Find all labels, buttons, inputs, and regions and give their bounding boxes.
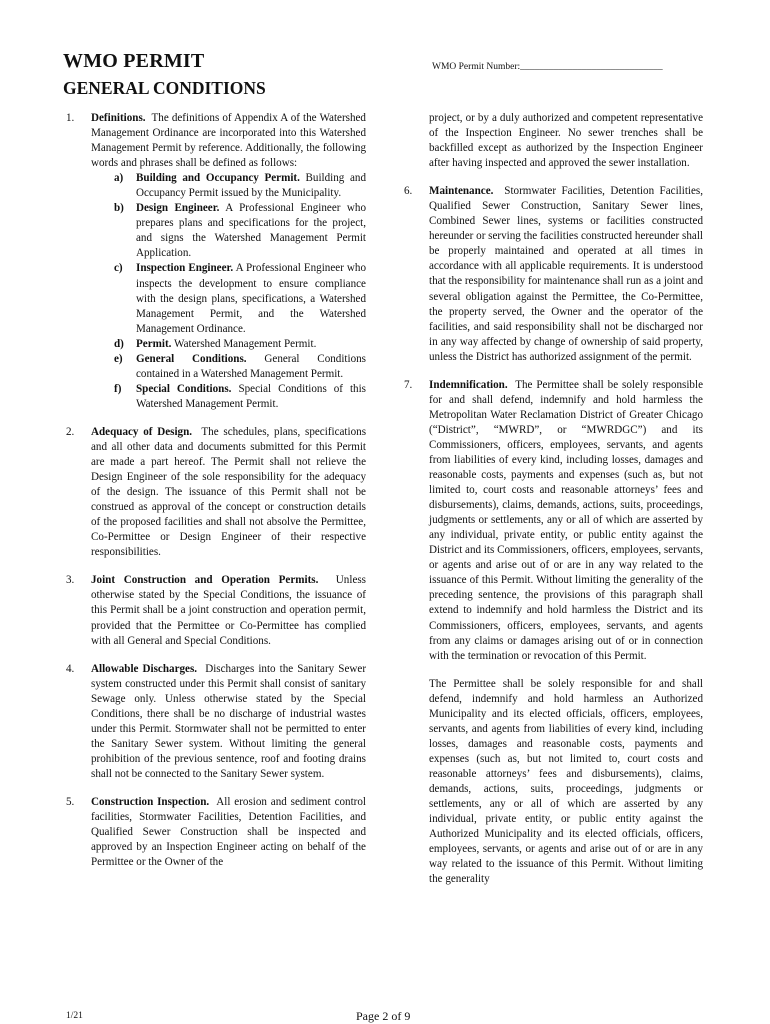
section-construction-inspection: [66, 795, 366, 870]
section-body: The Permittee shall be solely responsible for and shall defend, indemnify and hold harmless the Metropolitan Water Reclamation District of Greater Chicago (“District”, “MWRD”, or “MWRDGC”) and its Commissioners, officers, employees, servants, and agents from liabilities of every kind, including losses, damages and reasonable costs, payments and expenses (such as, but not limited to, court costs and reasonable attorneys’ fees and disbursements), claims, demands, actions, suits, proceedings, judgments or settlements, any or all of which are asserted by any individual, private entity, or public entity against the District and its Commissioners, officers, employees, servants, or agents and arise out of or are in any way related to the issuance of this Permit. Without limiting the generality of the preceding sentence, the provisions of this paragraph shall extend to indemnify and hold harmless the District and its Commissioners, officers, employees, servants, and agents from any claims or damages arising out of or in connection with the termination or revocation of this Permit.: [429, 378, 704, 662]
section-heading: Definitions.: [91, 112, 146, 124]
right-column: [404, 111, 703, 900]
section-number: 1.: [66, 112, 75, 124]
section-joint-permits: [66, 573, 366, 648]
section-body: project, or by a duly authorized and competent representative of the Inspection Engineer. No sewer trenches shall be backfilled except as authorized by the Inspection Engineer after having inspected and approved the sewer installation.: [429, 112, 703, 170]
section-body: Stormwater Facilities, Detention Facilities, Qualified Sewer Construction, Sanitary Sewer lines, Combined Sewer lines, systems or facilities constructed hereunder or serving the facilities constructed hereunder shall be properly maintained and operated at all times in accordance with all applicable requirements. It is understood that the responsibility for maintenance shall run as a joint and several obligation against the Permittee, the Co-Permittee, the property served, the Owner and the operator of the facilities, and said responsibility shall not be discharged nor in any way affected by change of ownership of said property, unless the District has authorized assignment of the permit.: [429, 185, 704, 363]
section-maintenance: [404, 184, 703, 365]
document-title: WMO PERMIT: [63, 50, 205, 72]
section-number: 6.: [404, 185, 413, 198]
section-heading: Adequacy of Design.: [91, 425, 193, 438]
section-body-paragraph-2: The Permittee shall be solely responsible for and shall defend, indemnify and hold harmless an Authorized Municipality and its elected officials, officers, employees, servants, and agents from liabilities of every kind, including losses, damages and reasonable costs, payments and expenses (such as, but not limited to, court costs and reasonable attorneys’ fees and disbursements), claims, demands, actions, suits, proceedings, judgments or settlements, any or all of which are asserted by any individual, private entity, or public entity against the Authorized Municipality and its elected officials, officers, employees, servants, or agents and arise out of or are in any way related to the issuance of this Permit. Without limiting the generality: [429, 677, 703, 886]
section-body: All erosion and sediment control facilities, Stormwater Facilities, Detention Facilities, and Qualified Sewer Construction shall be inspected and approved by an Inspection Engineer acting on behalf of the Permittee or the Owner of the: [91, 795, 366, 869]
section-heading: Joint Construction and Operation Permits.: [91, 574, 319, 587]
section-body: Discharges into the Sanitary Sewer system constructed under this Permit shall consist of sanitary Sewage only. Unless otherwise stated by the Special Conditions, there shall be no discharge of industrial wastes under this Permit. Stormwater shall not be permitted to enter the Sanitary Sewer system. Without limiting the general prohibition of the previous sentence, roof and footing drains shall not be connected to the Sanitary Sewer system.: [91, 662, 367, 780]
section-heading: Construction Inspection.: [91, 795, 210, 808]
section-heading: Allowable Discharges.: [91, 662, 198, 675]
section-number: 2.: [66, 425, 75, 438]
section-indemnification: [404, 378, 703, 888]
section-body: The definitions of Appendix A of the Watershed Management Ordinance are incorporated into this Watershed Management Permit by reference. Additionally, the following words and phrases shall be defined as follows:: [91, 112, 366, 170]
section-definitions: [66, 111, 366, 412]
definition-item: a) Building and Occupancy Permit. Building and Occupancy Permit issued by the Municipality.: [114, 172, 366, 200]
document-subtitle: GENERAL CONDITIONS: [63, 78, 266, 98]
section-heading: Indemnification.: [429, 378, 508, 391]
section-number: 5.: [66, 795, 75, 808]
section-allowable-discharges: [66, 662, 366, 782]
definition-item: b) Design Engineer. A Professional Engineer who prepares plans and specifications for the project, and signs the Watershed Management Permit Application.: [114, 202, 366, 260]
definition-item: c) Inspection Engineer. A Professional Engineer who inspects the development to ensure compliance with the design plans, specifications, a Watershed Management Permit, and the Watershed Management Ordinance.: [114, 262, 366, 335]
page-number: Page 2 of 9: [356, 1009, 411, 1023]
definition-item: e) General Conditions. General Conditions contained in a Watershed Management Permit.: [114, 352, 366, 380]
left-column: [66, 111, 366, 883]
section-adequacy-of-design: [66, 425, 366, 560]
section-body: Unless otherwise stated by the Special Conditions, the issuance of this Permit shall be a joint construction and operation permit, provided that the Permittee or Co-Permittee has complied with all General and Special Conditions.: [91, 574, 366, 647]
permit-number-field: WMO Permit Number:______________________________: [432, 62, 663, 72]
section-number: 4.: [66, 662, 75, 675]
section-heading: Maintenance.: [429, 185, 494, 198]
definition-item: d) Permit. Watershed Management Permit.: [114, 337, 317, 350]
section-number: 3.: [66, 574, 75, 587]
section-construction-inspection-continued: [404, 111, 703, 171]
section-number: 7.: [404, 378, 413, 391]
section-body: The schedules, plans, specifications and all other data and documents submitted for this Permit are made a part hereof. The Permit shall not relieve the Design Engineer of the sole responsibility for the adequacy of the design. The issuance of this Permit shall not be construed as approval of the concept or construction details of the proposed facilities and shall not absolve the Permittee, Co-Permittee or Design Engineer of their respective responsibilities.: [91, 425, 367, 559]
revision-date: 1/21: [66, 1011, 83, 1021]
definition-item: f) Special Conditions. Special Conditions of this Watershed Management Permit.: [114, 382, 366, 410]
